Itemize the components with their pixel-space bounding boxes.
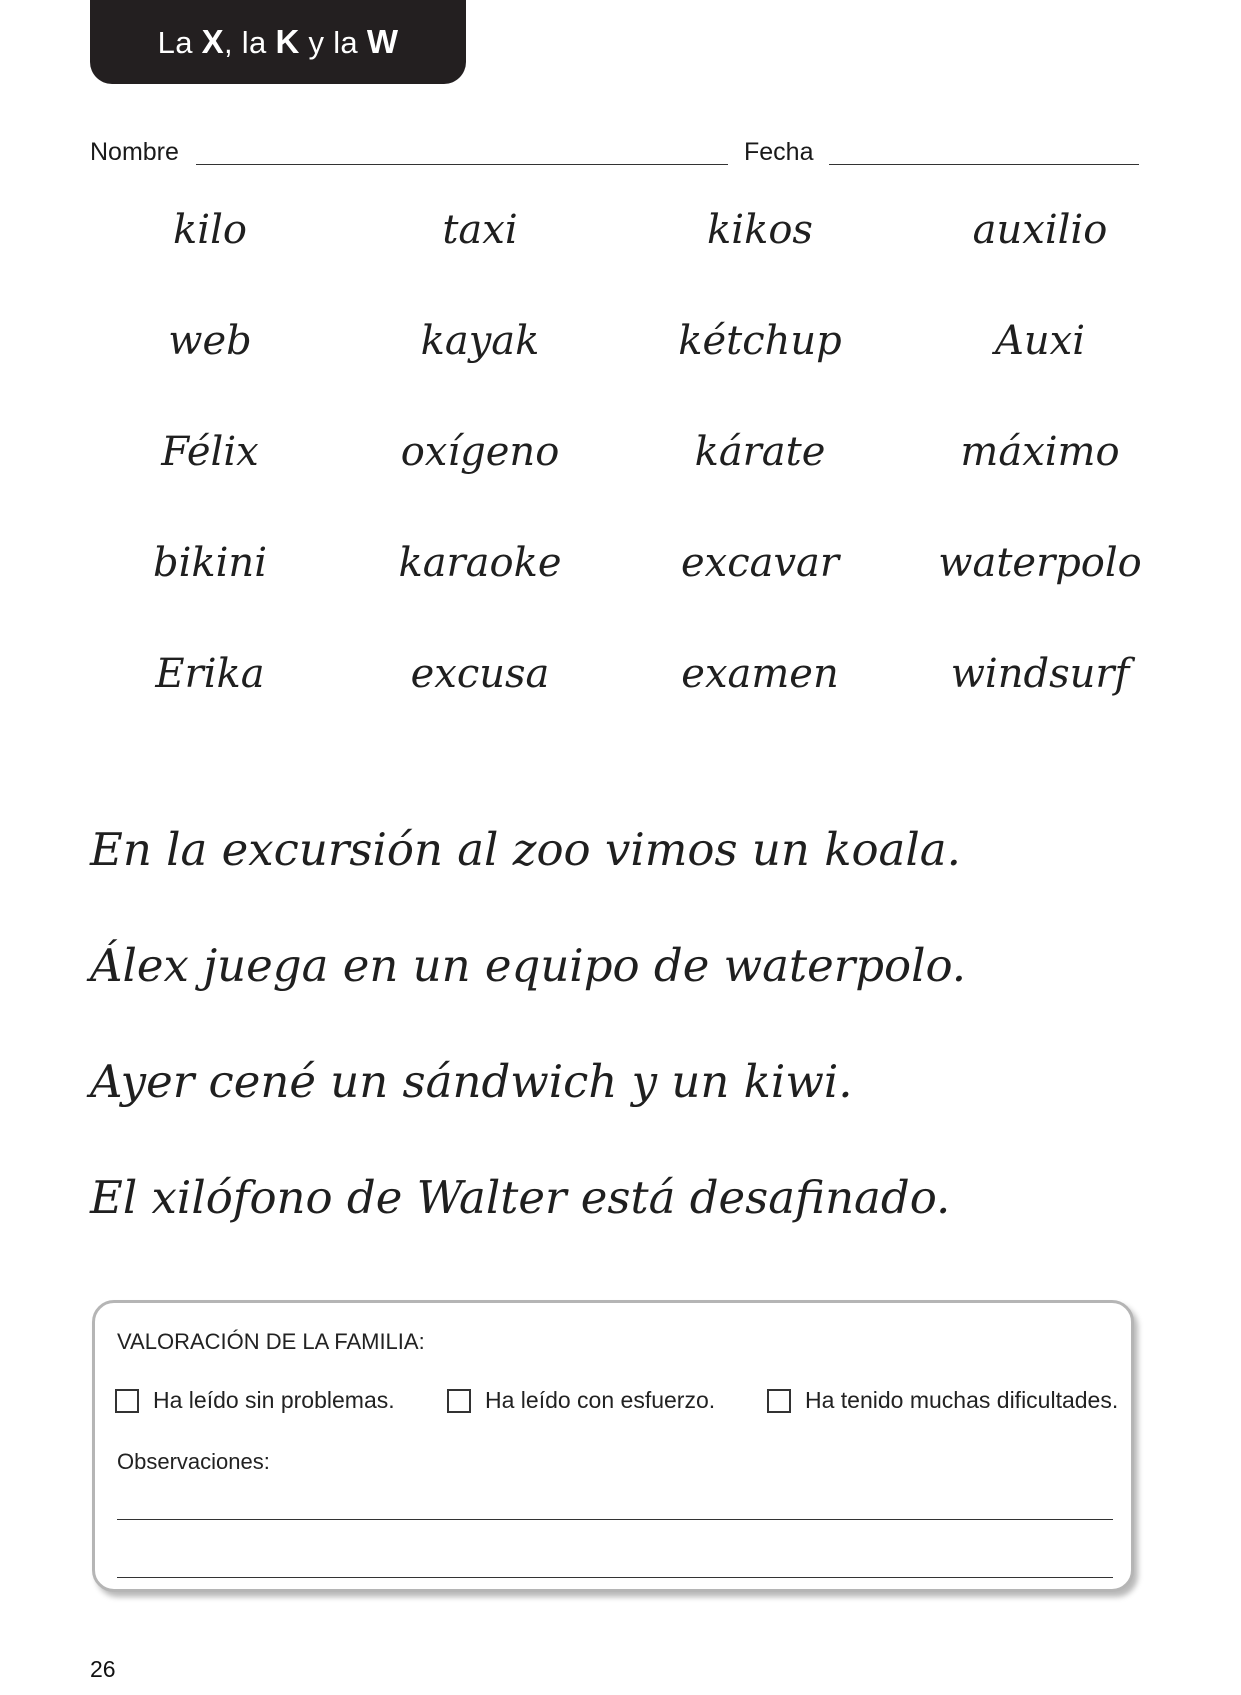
checkbox-many-difficulties[interactable] — [767, 1389, 791, 1413]
sentence: Ayer cené un sándwich y un kiwi. — [90, 1055, 853, 1108]
observations-line[interactable] — [117, 1577, 1113, 1578]
name-field[interactable] — [196, 164, 728, 165]
word: kilo — [173, 207, 247, 253]
option-no-problems[interactable] — [115, 1387, 395, 1414]
word: waterpolo — [938, 540, 1142, 586]
word: excusa — [410, 651, 550, 697]
word: kárate — [694, 429, 826, 475]
word-grid — [90, 195, 1210, 750]
word: auxilio — [972, 207, 1108, 253]
option-label: Ha tenido muchas dificultades. — [805, 1387, 1119, 1413]
sentence: Álex juega en un equipo de waterpolo. — [90, 939, 967, 992]
word-row — [90, 528, 1210, 639]
page-number: 26 — [90, 1656, 116, 1682]
word: oxígeno — [400, 429, 560, 475]
sentence: En la excursión al zoo vimos un koala. — [90, 823, 961, 876]
observations-line[interactable] — [117, 1519, 1113, 1520]
observations-label: Observaciones: — [117, 1449, 270, 1474]
word: bikini — [153, 540, 267, 586]
word: taxi — [442, 207, 518, 253]
word-row — [90, 195, 1210, 306]
word: excavar — [680, 540, 840, 586]
date-label: Fecha — [744, 138, 814, 166]
name-date-row — [90, 138, 1142, 170]
word: examen — [681, 651, 839, 697]
word-row — [90, 306, 1210, 417]
word: máximo — [960, 429, 1120, 475]
word-row — [90, 417, 1210, 528]
word: kikos — [707, 207, 813, 253]
checkbox-no-problems[interactable] — [115, 1389, 139, 1413]
word: Erika — [155, 651, 265, 697]
date-field[interactable] — [829, 164, 1139, 165]
page-title: La X, la K y la W — [157, 23, 399, 60]
sentence-list — [90, 815, 1190, 1279]
word: web — [168, 318, 252, 364]
word: windsurf — [950, 651, 1130, 697]
page-title-tab — [90, 0, 466, 84]
option-with-effort[interactable] — [447, 1387, 715, 1414]
family-assessment-title: VALORACIÓN DE LA FAMILIA: — [117, 1329, 425, 1354]
word: Auxi — [995, 318, 1085, 364]
family-assessment-box — [92, 1300, 1134, 1592]
word: karaoke — [398, 540, 562, 586]
option-label: Ha leído con esfuerzo. — [485, 1387, 716, 1413]
word: Félix — [161, 429, 259, 475]
word: kayak — [420, 318, 540, 364]
word-row — [90, 639, 1210, 750]
name-label: Nombre — [90, 138, 179, 166]
sentence: El xilófono de Walter está desafinado. — [90, 1171, 951, 1224]
word: kétchup — [678, 318, 842, 364]
option-many-difficulties[interactable] — [767, 1387, 1118, 1414]
option-label: Ha leído sin problemas. — [153, 1387, 395, 1413]
checkbox-with-effort[interactable] — [447, 1389, 471, 1413]
